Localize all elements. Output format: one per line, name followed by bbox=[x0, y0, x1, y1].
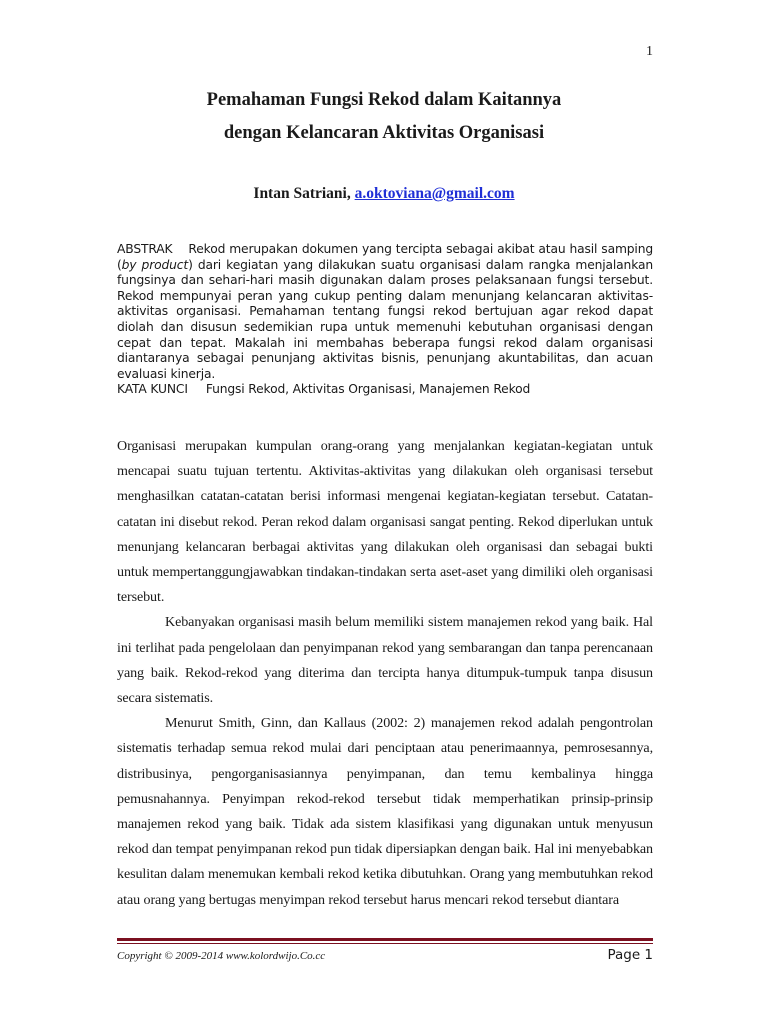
abstract-label: ABSTRAK bbox=[117, 242, 173, 256]
footer-rule-thick bbox=[117, 938, 653, 941]
body-paragraph-1: Organisasi merupakan kumpulan orang-orang yang menjalankan kegiatan-kegiatan untuk mencapai suatu tujuan tertentu. Aktivitas-aktivitas yang dilakukan oleh organisasi tersebut menghasilkan catatan-catatan berisi informasi mengenai kegiatan-kegiatan tersebut. Catatan-catatan ini disebut rekod. Peran rekod dalam organisasi sangat penting. Rekod diperlukan untuk menunjang kelancaran berbagai aktivitas yang dilakukan oleh organisasi dan sebagai bukti untuk mempertanggungjawabkan tindakan-tindakan serta aset-aset yang dimiliki oleh organisasi tersebut. bbox=[117, 438, 653, 606]
footer-page-label: Page 1 bbox=[607, 947, 653, 963]
keywords-text: Fungsi Rekod, Aktivitas Organisasi, Manajemen Rekod bbox=[205, 382, 531, 397]
page-number: 1 bbox=[646, 44, 653, 59]
keywords-label: KATA KUNCI bbox=[117, 382, 188, 397]
keywords-line bbox=[117, 382, 653, 398]
footer-rule-thin bbox=[117, 943, 653, 944]
document-title-line-2: dengan Kelancaran Aktivitas Organisasi bbox=[223, 123, 545, 143]
author-name: Intan Satriani, bbox=[253, 185, 355, 202]
abstract-section bbox=[117, 242, 653, 398]
abstract-emphasis: by product bbox=[121, 257, 189, 272]
author-email-link[interactable]: a.oktoviana@gmail.com bbox=[354, 185, 515, 202]
abstract-paragraph bbox=[117, 242, 653, 382]
abstract-text-1: Rekod merupakan dokumen yang tercipta sebagai akibat atau hasil samping ( bbox=[117, 242, 654, 272]
footer-copyright: Copyright © 2009-2014 www.kolordwijo.Co.cc bbox=[117, 950, 326, 962]
body-paragraph-3: Menurut Smith, Ginn, dan Kallaus (2002: 2) manajemen rekod adalah pengontrolan sistematis terhadap semua rekod mulai dari penciptaan atau penerimaannya, pemrosesannya, distribusinya, pengorganisasiannya penyimpanan, dan temu kembalinya hingga pemusnahannya. Penyimpan rekod-rekod tersebut tidak memperhatikan prinsip-prinsip manajemen rekod yang baik. Tidak ada sistem klasifikasi yang digunakan untuk menyusun rekod dan tempat penyimpanan rekod pun tidak dipersiapkan dengan baik. Hal ini menyebabkan kesulitan dalam menemukan kembali rekod ketika dibutuhkan. Orang yang membutuhkan rekod atau orang yang bertugas menyimpan rekod tersebut harus mencari rekod tersebut diantara bbox=[117, 715, 653, 908]
document-title-line-1: Pemahaman Fungsi Rekod dalam Kaitannya bbox=[206, 90, 562, 110]
body-text bbox=[117, 434, 653, 913]
author-line bbox=[0, 185, 768, 203]
body-paragraph-2: Kebanyakan organisasi masih belum memiliki sistem manajemen rekod yang baik. Hal ini terlihat pada pengelolaan dan penyimpanan rekod yang sembarangan dan tanpa perencanaan yang baik. Rekod-rekod yang diterima dan tercipta hanya ditumpuk-tumpuk tanpa disusun secara sistematis. bbox=[117, 614, 653, 707]
abstract-text-2: ) dari kegiatan yang dilakukan suatu organisasi dalam rangka menjalankan fungsinya dan sehari-hari masih digunakan dalam proses pelaksanaan fungsi tersebut. Rekod mempunyai peran yang cukup penting dalam menunjang kelancaran aktivitas-aktivitas organisasi. Pemahaman tentang fungsi rekod bertujuan agar rekod dapat diolah dan disusun sedemikian rupa untuk memenuhi kebutuhan organisasi dengan cepat dan tepat. Makalah ini membahas beberapa fungsi rekod dalam organisasi diantaranya sebagai penunjang aktivitas bisnis, penunjang akuntabilitas, dan acuan evaluasi kinerja. bbox=[117, 257, 653, 381]
